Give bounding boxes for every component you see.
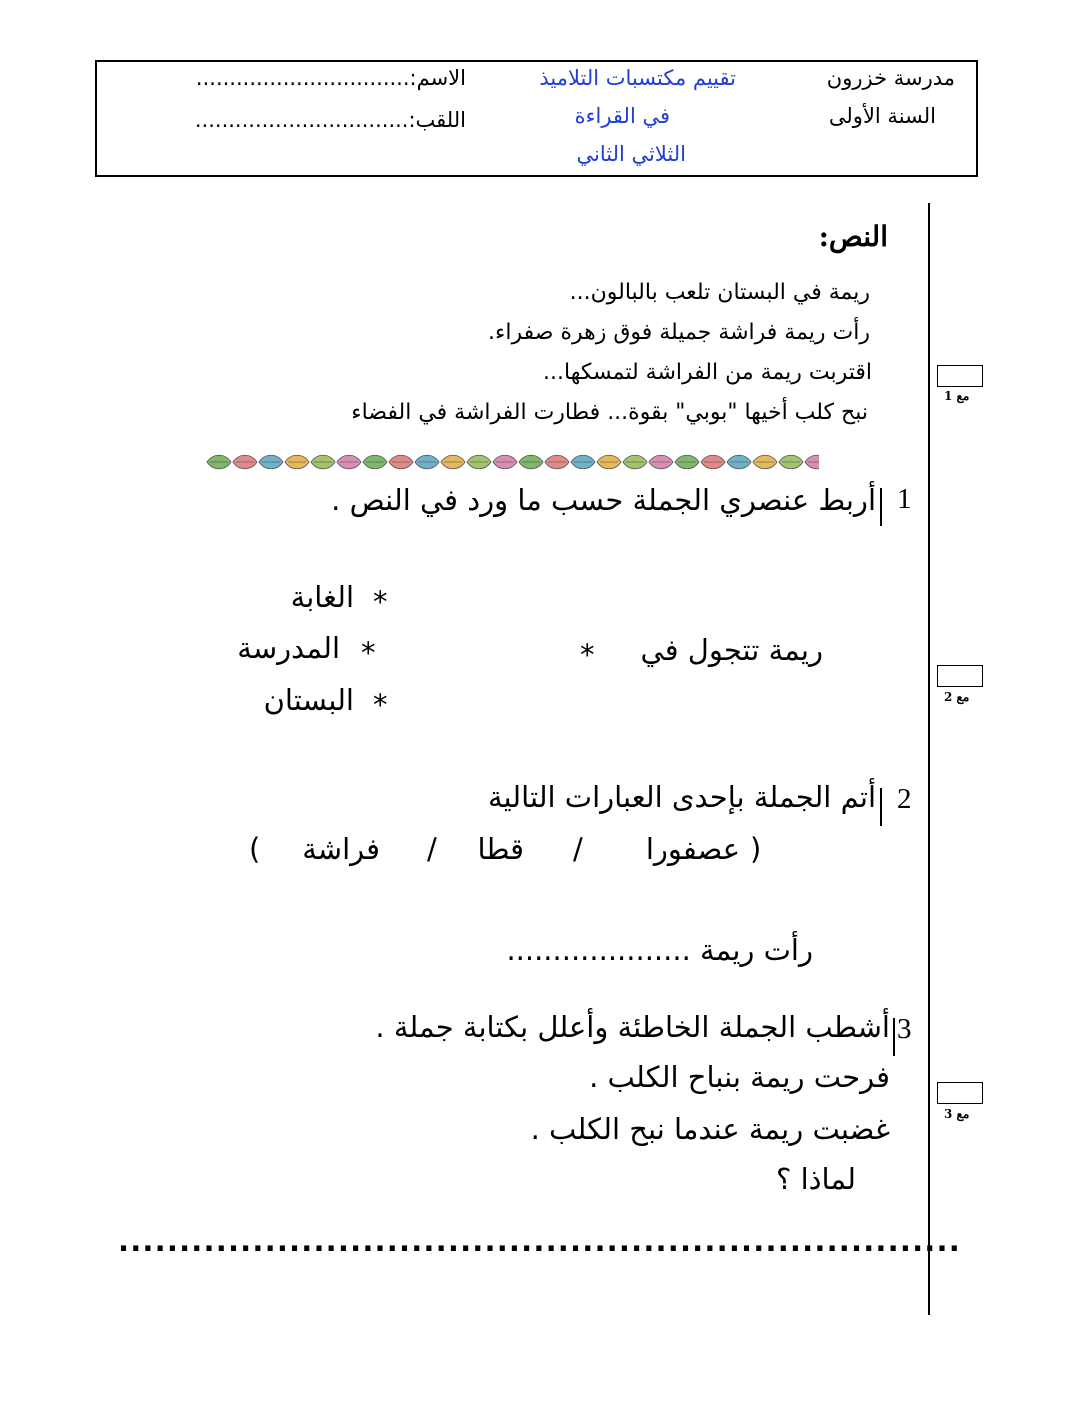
q2-number: 2: [897, 783, 912, 815]
score-box-1[interactable]: [937, 365, 983, 387]
q1-star-3: *: [373, 688, 388, 722]
q2-sentence[interactable]: رأت ريمة ....................: [506, 933, 813, 967]
q1-option-forest[interactable]: الغابة: [290, 580, 354, 614]
exam-title: تقييم مكتسبات التلاميذ: [539, 66, 736, 90]
score-label-2: مع 2: [944, 690, 970, 704]
q2-paren-close: (: [249, 832, 261, 866]
q1-option-garden[interactable]: البستان: [263, 683, 354, 717]
q2-slash-2: /: [427, 832, 437, 866]
surname-field[interactable]: اللقب:................................: [194, 108, 466, 132]
school-name: مدرسة خزرون: [826, 66, 955, 90]
q3-number: 3: [897, 1013, 912, 1045]
margin-divider: [928, 203, 930, 1315]
q2-slash-1: /: [573, 832, 583, 866]
q1-instruction: أربط عنصري الجملة حسب ما ورد في النص .: [331, 483, 876, 517]
text-line-1: ريمة في البستان تلعب بالبالون...: [569, 280, 870, 305]
q3-sentence-1[interactable]: فرحت ريمة بنباح الكلب .: [589, 1060, 890, 1094]
q2-choice-butterfly: فراشة: [302, 832, 380, 866]
grade-label: السنة الأولى: [828, 104, 936, 128]
text-title: النص:: [818, 220, 888, 253]
q3-instruction: أشطب الجملة الخاطئة وأعلل بكتابة جملة .: [375, 1010, 890, 1044]
q1-star-2: *: [361, 636, 376, 670]
score-box-2[interactable]: [937, 665, 983, 687]
q3-question: لماذا ؟: [775, 1162, 856, 1196]
q1-option-school[interactable]: المدرسة: [237, 631, 340, 665]
exam-subject: في القراءة: [574, 104, 670, 128]
text-line-3: اقتربت ريمة من الفراشة لتمسكها...: [543, 360, 872, 385]
q1-star-subject[interactable]: *: [580, 638, 595, 672]
q1-star-1: *: [373, 585, 388, 619]
score-label-1: مع 1: [944, 389, 970, 403]
q2-separator: [880, 788, 882, 826]
name-field[interactable]: الاسم:................................: [195, 66, 466, 90]
q1-subject: ريمة تتجول في: [640, 633, 823, 667]
q2-paren-open: ): [750, 832, 762, 866]
q3-separator: [893, 1018, 895, 1056]
q1-number: 1: [897, 483, 912, 515]
exam-term: الثلاثي الثاني: [576, 142, 686, 166]
q2-instruction: أتم الجملة بإحدى العبارات التالية: [487, 780, 876, 814]
q3-answer-line[interactable]: .....................................................................: [118, 1224, 961, 1258]
q2-choice-cat: قطا: [477, 832, 524, 866]
q2-choice-sparrow: عصفورا: [645, 832, 740, 866]
text-line-2: رأت ريمة فراشة جميلة فوق زهرة صفراء.: [488, 320, 870, 345]
text-line-4: نبح كلب أخيها "بوبي" بقوة... فطارت الفراشة في الفضاء: [351, 400, 868, 425]
score-box-3[interactable]: [937, 1082, 983, 1104]
q1-separator: [880, 488, 882, 526]
q3-sentence-2[interactable]: غضبت ريمة عندما نبح الكلب .: [530, 1112, 890, 1146]
leaf-border-ornament: [205, 452, 819, 472]
score-label-3: مع 3: [944, 1107, 970, 1121]
